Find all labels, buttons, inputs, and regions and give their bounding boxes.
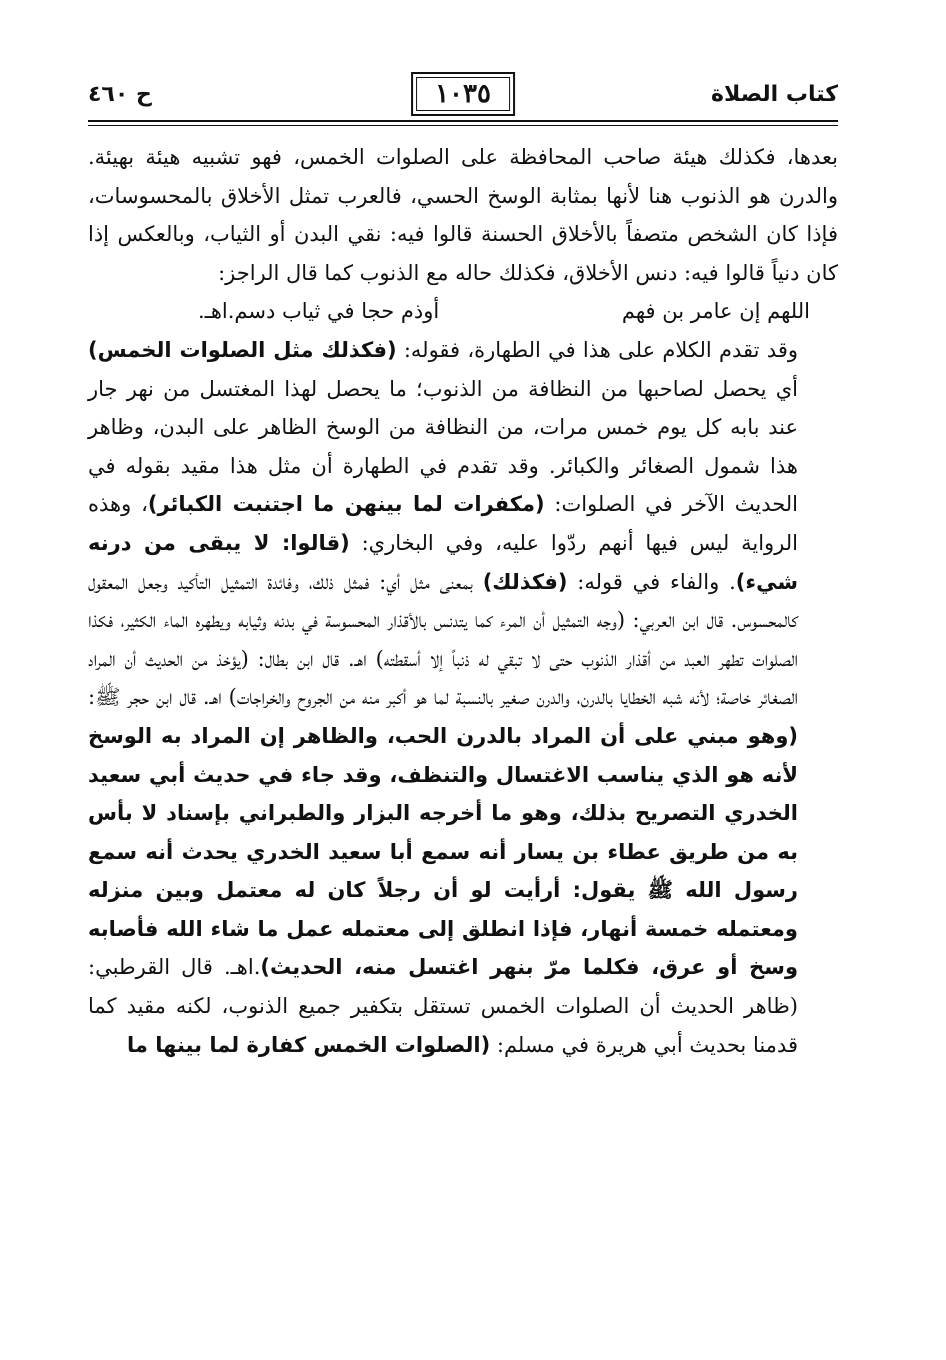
header-rule-thin [88, 125, 838, 126]
text-span: وقد تقدم الكلام على هذا في الطهارة، فقوله: [396, 337, 798, 362]
text-span: ، وهذه الرواية ليس فيها أنهم ردّوا عليه، وفي البخاري: [88, 492, 798, 555]
book-title: كتاب الصلاة [711, 82, 838, 107]
verse-first-hemistich: اللهم إن عامر بن فهم [621, 299, 810, 324]
bold-quote: (قالوا: لا يبقى من درنه شيء) [88, 530, 798, 594]
verse-second-hemistich: أوذم حجا في ثياب دسم.اهـ. [198, 299, 440, 324]
page-header [88, 78, 838, 118]
bold-quote: (فكذلك مثل الصلوات الخمس) [88, 337, 397, 362]
text-span: أي يحصل لصاحبها من النظافة من الذنوب؛ ما يحصل لهذا المغتسل من نهر جار عند بابه كل يوم خمس مرات، من النظافة من الوسخ الظاهر على البدن، وظاهر هذا شمول الصغائر والكبائر. وقد تقدم في الطهارة أن مثل هذا مقيد بقوله في الحديث الآخر في الصلوات: [88, 376, 799, 517]
bold-quote: (مكفرات لما بينهن ما اجتنبت الكبائر) [147, 492, 545, 517]
paragraph-2 [88, 331, 838, 1064]
header-rule [88, 120, 838, 122]
text-span: .اهـ. قال القرطبي: (ظاهر الحديث أن الصلوات الخمس تستقل بتكفير جميع الذنوب، لكنه مقيد كما قدمنا بحديث أبي هريرة في مسلم: [88, 955, 798, 1057]
bold-quote: (فكذلك) [482, 569, 568, 594]
text-span: بمعنى مثل أي: فمثل ذلك، وفائدة التمثيل التأكيد وجعل المعقول كالمحسوس. قال ابن العربي: (وجه التمثيل أن المرء كما يتدنس بالأقذار المحسوسة في بدنه وثيابه ويطهره الماء الكثير، فكذا الصلوات تطهر العبد من أقذار الذنوب حتى لا تبقي له ذنباً إلا أسقطته) اهـ. قال ابن بطال: (يؤخذ من الحديث أن المراد الصغائر خاصة؛ لأنه شبه الخطايا بالدرن، والدرن صغير بالنسبة لما هو أكبر منه من الجروح والخراجات) اهـ. قال ابن حجر ﷺ: [88, 569, 798, 710]
body-text [88, 138, 838, 1064]
bold-quote: (الصلوات الخمس كفارة لما بينها ما [127, 1032, 491, 1057]
poetry-verse [88, 292, 838, 331]
bold-quote: (وهو مبني على أن المراد بالدرن الحب، والظاهر إن المراد به الوسخ لأنه هو الذي يناسب الاغتسال والتنظف، وقد جاء في حديث أبي سعيد الخدري التصريح بذلك، وهو ما أخرجه البزار والطبراني بإسناد لا بأس به من طريق عطاء بن يسار أنه سمع أبا سعيد الخدري يحدث أنه سمع رسول الله ﷺ يقول: أرأيت لو أن رجلاً كان له معتمل وبين منزله ومعتمله خمسة أنهار، فإذا انطلق إلى معتمله عمل ما شاء الله فأصابه وسخ أو عرق، فكلما مرّ بنهر اغتسل منه، الحديث) [88, 723, 798, 980]
paragraph-1: بعدها، فكذلك هيئة صاحب المحافظة على الصلوات الخمس، فهو تشبيه هيئة بهيئة. والدرن هو الذنوب هنا لأنها بمثابة الوسخ الحسي، فالعرب تمثل الأخلاق بالمحسوسات، فإذا كان الشخص متصفاً بالأخلاق الحسنة قالوا فيه: نقي البدن أو الثياب، وبالعكس إذا كان دنياً قالوا فيه: دنس الأخلاق، فكذلك حاله مع الذنوب كما قال الراجز: [88, 145, 838, 285]
text-span: . والفاء في قوله: [567, 569, 736, 594]
hadith-reference: ح ٤٦٠ [88, 82, 152, 107]
page-number: ١٠٣٥ [411, 72, 515, 116]
